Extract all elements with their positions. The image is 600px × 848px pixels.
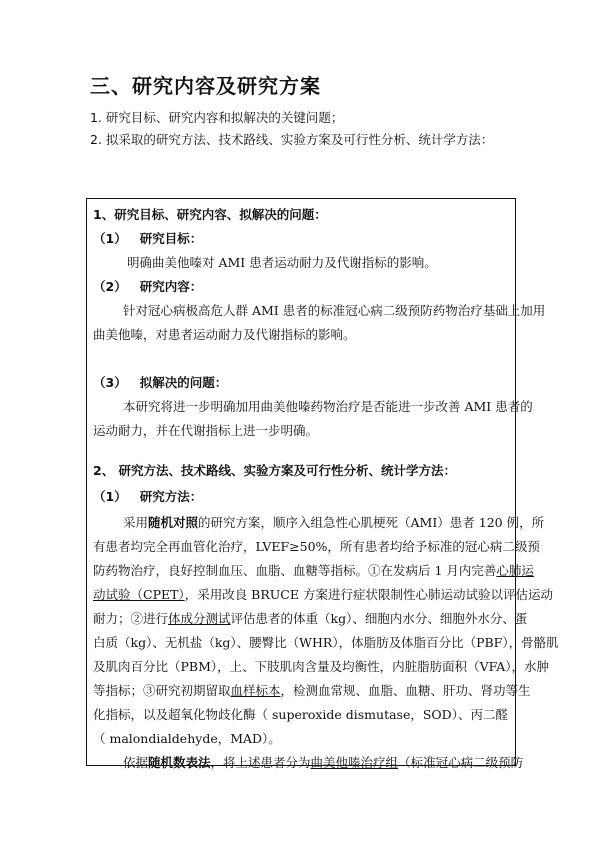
text-run: 依据 [123, 755, 149, 770]
cpet-underline: 动试验（CPET） [93, 587, 185, 602]
subheading-goal [93, 231, 509, 247]
trimetazidine-group-underline: 曲美他嗪治疗组 [310, 755, 399, 770]
method-line-6: 白质（kg）、无机盐（kg）、腰臀比（WHR），体脂肪及体脂百分比（PBF），骨骼肌 [93, 635, 559, 650]
content-number: （2） [93, 279, 127, 294]
requirement-item-1: 1. 研究目标、研究内容和拟解决的关键问题； [90, 110, 344, 125]
randomized-control-emphasis: 随机对照 [148, 515, 199, 530]
heading-research-goals: 1、研究目标、研究内容、拟解决的问题： [93, 207, 327, 222]
method-line-3 [93, 563, 534, 579]
method-line-5 [93, 611, 528, 627]
blood-sample-underline: 血样标本 [230, 683, 281, 698]
text-run: ，检测血常规、血脂、血糖、肝功、肾功等生 [280, 683, 531, 698]
problem-number: （3） [93, 375, 127, 390]
content-paragraph-line-1: 针对冠心病极高危人群 AMI 患者的标准冠心病二级预防药物治疗基础上加用 [123, 303, 546, 318]
method-line-1 [93, 515, 545, 531]
random-number-table-emphasis: 随机数表法 [148, 755, 211, 770]
content-label: 研究内容： [139, 279, 203, 294]
method-label: 研究方法： [139, 489, 203, 504]
body-composition-underline: 体成分测试 [168, 611, 231, 626]
text-run: ，将上述患者分为 [210, 755, 311, 770]
problem-paragraph-line-2: 运动耐力，并在代谢指标上进一步明确。 [93, 423, 319, 438]
subheading-content [93, 279, 509, 295]
text-run: （标准冠心病二级预防 [398, 755, 524, 770]
requirement-item-2: 2. 拟采取的研究方法、技术路线、实验方案及可行性分析、统计学方法： [90, 132, 494, 147]
content-paragraph-line-2: 曲美他嗪，对患者运动耐力及代谢指标的影响。 [93, 327, 356, 342]
method-line-7: 及肌肉百分比（PBM），上、下肢肌肉含量及均衡性，内脏脂肪面积（VFA），水肿 [93, 659, 550, 674]
method-line-8 [93, 683, 531, 699]
cpet-underline: 心肺运 [496, 563, 534, 578]
subheading-problem [93, 375, 509, 391]
content-box [86, 198, 559, 770]
method-line-10: （ malondialdehyde，MAD）。 [93, 731, 281, 746]
heading-methods: 2、 研究方法、技术路线、实验方案及可行性分析、统计学方法： [93, 463, 457, 478]
method-number: （1） [93, 489, 127, 504]
subheading-method [93, 489, 509, 505]
goal-label: 研究目标： [139, 231, 203, 246]
method-line-2: 有患者均完全再血管化治疗，LVEF≥50%，所有患者均给予标准的冠心病二级预 [93, 539, 540, 554]
problem-paragraph-line-1: 本研究将进一步明确加用曲美他嗪药物治疗是否能进一步改善 AMI 患者的 [123, 399, 533, 414]
text-run: 耐力；②进行 [93, 611, 169, 626]
section-title: 三、研究内容及研究方案 [90, 74, 321, 98]
method-line-4 [93, 587, 553, 603]
method-line-9: 化指标，以及超氧化物歧化酶（ superoxide dismutase，SOD）、丙二醛 [93, 707, 508, 722]
text-run: 防药物治疗，良好控制血压、血脂、血糖等指标。①在发病后 1 月内完善 [93, 563, 497, 578]
goal-text: 明确曲美他嗪对 AMI 患者运动耐力及代谢指标的影响。 [127, 255, 437, 270]
text-run: 等指标；③研究初期留取 [93, 683, 231, 698]
text-run: 的研究方案，顺序入组急性心肌梗死（AMI）患者 120 例，所 [198, 515, 545, 530]
problem-label: 拟解决的问题： [139, 375, 228, 390]
method-line-11 [93, 755, 524, 771]
text-run: 评估患者的体重（kg）、细胞内水分、细胞外水分、蛋 [230, 611, 528, 626]
goal-number: （1） [93, 231, 127, 246]
text-run: 采用 [123, 515, 149, 530]
text-run: ，采用改良 BRUCE 方案进行症状限制性心肺运动试验以评估运动 [184, 587, 553, 602]
